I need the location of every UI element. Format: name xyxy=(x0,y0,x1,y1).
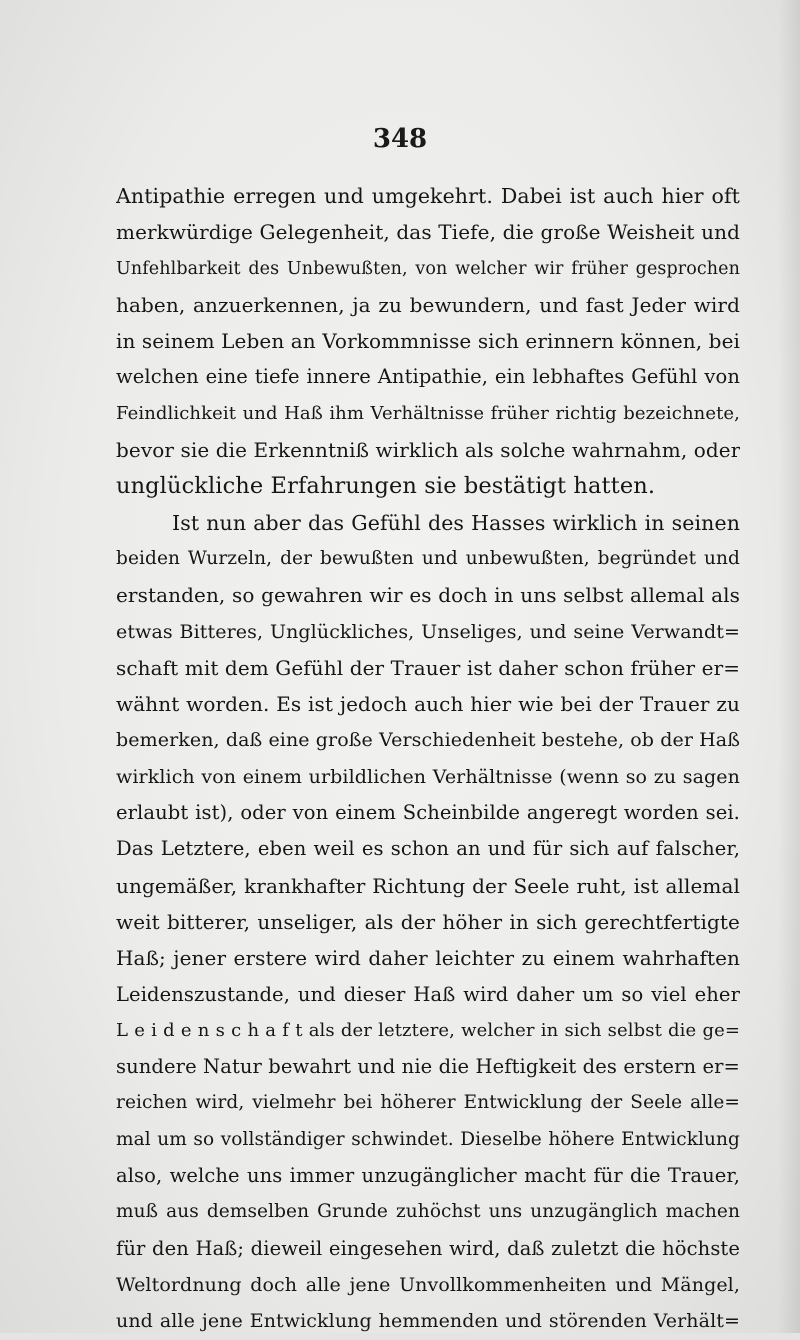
text-line: also, welche uns immer unzugänglicher macht für die Trauer, xyxy=(116,1164,740,1188)
page-number: 348 xyxy=(372,124,428,154)
paragraph-end-line: unglückliche Erfahrungen sie bestätigt hatten. xyxy=(116,473,656,500)
text-line: Antipathie erregen und umgekehrt. Dabei ist auch hier oft xyxy=(116,184,740,208)
text-line: erstanden, so gewahren wir es doch in uns selbst allemal als xyxy=(116,583,740,608)
text-line: erlaubt ist), oder von einem Scheinbilde angeregt worden sei. xyxy=(116,801,740,825)
body-text xyxy=(116,178,740,1340)
text-line: L e i d e n s c h a f t als der letztere, welcher in sich selbst die ge= xyxy=(116,1019,740,1041)
text-line: in seinem Leben an Vorkommnisse sich erinnern können, bei xyxy=(116,329,740,354)
text-line: mal um so vollständiger schwindet. Dieselbe höhere Entwicklung xyxy=(116,1128,740,1150)
paragraph-start-line: Ist nun aber das Gefühl des Hasses wirklich in seinen xyxy=(172,510,740,535)
text-line: ungemäßer, krankhafter Richtung der Seele ruht, ist allemal xyxy=(116,873,740,898)
text-line: wirklich von einem urbildlichen Verhältnisse (wenn so zu sagen xyxy=(116,765,740,788)
text-line: bevor sie die Erkenntniß wirklich als solche wahrnahm, oder xyxy=(116,438,740,463)
text-line: muß aus demselben Grunde zuhöchst uns unzugänglich machen xyxy=(116,1201,740,1223)
text-line: sundere Natur bewahrt und nie die Heftigkeit des erstern er= xyxy=(116,1055,740,1079)
text-line: bemerken, daß eine große Verschiedenheit bestehe, ob der Haß xyxy=(116,729,740,752)
text-line: Leidenszustande, und dieser Haß wird daher um so viel eher xyxy=(116,982,740,1006)
text-line: reichen wird, vielmehr bei höherer Entwicklung der Seele alle= xyxy=(116,1092,740,1114)
text-line: Feindlichkeit und Haß ihm Verhältnisse früher richtig bezeichnete, xyxy=(116,402,740,424)
text-line: Unfehlbarkeit des Unbewußten, von welcher wir früher gesprochen xyxy=(116,258,740,279)
text-line: Das Letztere, eben weil es schon an und für sich auf falscher, xyxy=(116,837,740,861)
text-line: etwas Bitteres, Unglückliches, Unseliges, und seine Verwandt= xyxy=(116,620,740,643)
text-line: wähnt worden. Es ist jedoch auch hier wie bei der Trauer zu xyxy=(116,692,740,717)
text-line: Haß; jener erstere wird daher leichter zu einem wahrhaften xyxy=(116,946,740,971)
text-line: welchen eine tiefe innere Antipathie, ein lebhaftes Gefühl von xyxy=(116,365,740,389)
text-line: schaft mit dem Gefühl der Trauer ist daher schon früher er= xyxy=(116,655,740,680)
text-line: Weltordnung doch alle jene Unvollkommenheiten und Mängel, xyxy=(116,1273,740,1296)
text-line: weit bitterer, unseliger, als der höher in sich gerechtfertigte xyxy=(116,909,740,934)
text-line: haben, anzuerkennen, ja zu bewundern, und fast Jeder wird xyxy=(116,292,740,317)
text-line: für den Haß; dieweil eingesehen wird, daß zuletzt die höchste xyxy=(116,1236,740,1260)
text-line: und alle jene Entwicklung hemmenden und störenden Verhält= xyxy=(116,1310,740,1333)
page-edge-shadow xyxy=(778,0,800,1333)
text-line: merkwürdige Gelegenheit, das Tiefe, die große Weisheit und xyxy=(116,220,740,245)
text-line: beiden Wurzeln, der bewußten und unbewußten, begründet und xyxy=(116,547,740,569)
